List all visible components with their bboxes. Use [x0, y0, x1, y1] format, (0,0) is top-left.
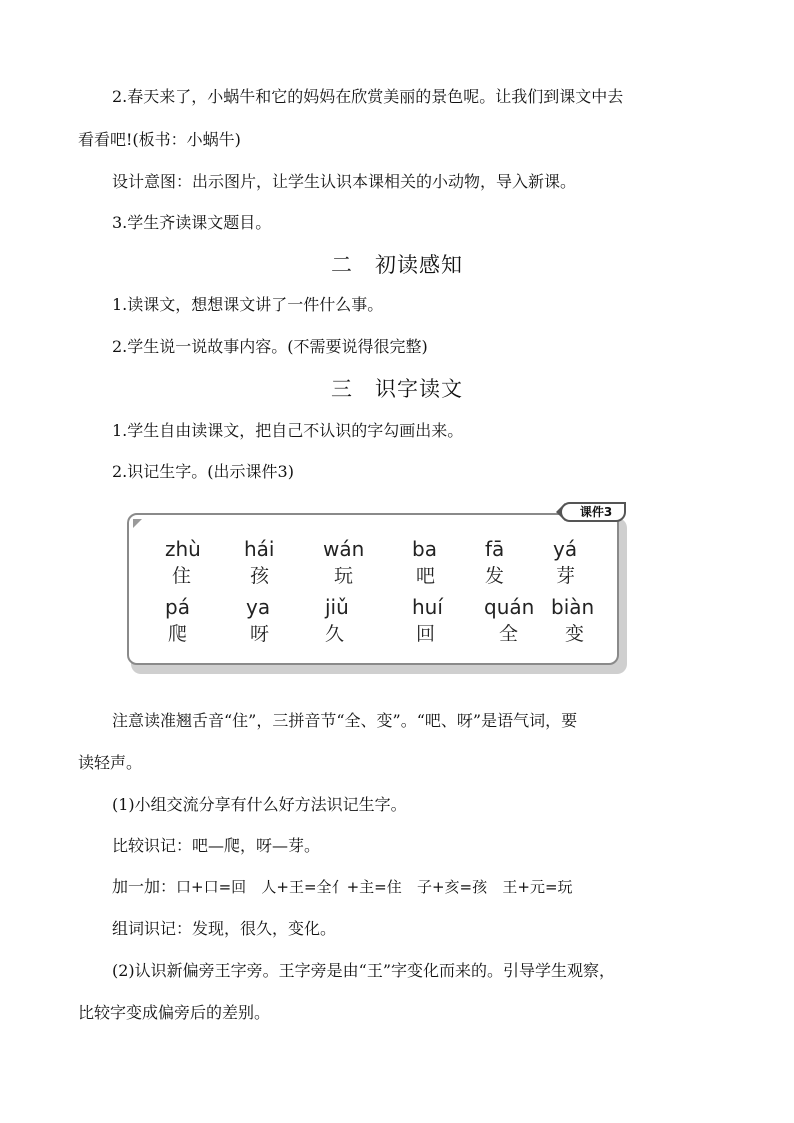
char-wan: 玩 [334, 565, 354, 587]
compare-memorize: 比较识记：吧—爬，呀—芽。 [112, 836, 321, 855]
section3-item-2: 2.识记生字。(出示课件3) [112, 462, 294, 481]
pinyin-bian: biàn [551, 595, 595, 619]
formula-hai: 子+亥=孩 [416, 878, 488, 896]
char-fa: 发 [485, 565, 505, 587]
radical-item-line1: (2)认识新偏旁王字旁。王字旁是由“王”字变化而来的。引导学生观察， [112, 961, 616, 980]
design-intent: 设计意图：出示图片，让学生认识本课相关的小动物，导入新课。 [112, 172, 577, 191]
section2-item-2: 2.学生说一说故事内容。(不需要说得很完整) [112, 337, 428, 356]
char-hai: 孩 [250, 565, 270, 587]
card-corner-decoration [133, 519, 142, 528]
pinyin-hui: huí [412, 595, 443, 619]
char-ba: 吧 [416, 565, 436, 587]
char-ya: 呀 [250, 623, 270, 645]
pinyin-pa: pá [165, 595, 190, 619]
radical-item-line2: 比较字变成偏旁后的差别。 [78, 1003, 271, 1022]
pinyin-hai: hái [244, 537, 275, 561]
section2-item-1: 1.读课文，想想课文讲了一件什么事。 [112, 295, 384, 314]
char-hui: 回 [416, 623, 436, 645]
formula-wan: 王+元=玩 [502, 878, 573, 896]
pinyin-jiu: jiǔ [325, 595, 349, 619]
add-up-label: 加一加： [112, 877, 177, 896]
paragraph-spring-line1: 2.春天来了，小蜗牛和它的妈妈在欣赏美丽的景色呢。让我们到课文中去 [112, 87, 624, 106]
word-group-memorize: 组词识记：发现，很久，变化。 [112, 919, 337, 938]
formula-hui: 口+口=回 [176, 878, 247, 896]
pinyin-fa: fā [485, 537, 505, 561]
char-jiu: 久 [325, 623, 345, 645]
group-discussion-item: (1)小组交流分享有什么好方法识记生字。 [112, 795, 407, 814]
char-zhu: 住 [172, 565, 192, 587]
char-ya-sprout: 芽 [556, 565, 576, 587]
section-heading-first-reading: 二 初读感知 [331, 253, 463, 277]
add-up-row [112, 877, 573, 897]
char-bian: 变 [565, 623, 585, 645]
formula-zhu: 亻+主=住 [331, 878, 402, 896]
courseware-badge: 课件3 [560, 502, 626, 522]
pinyin-ya2: yá [553, 537, 578, 561]
pinyin-ya: ya [246, 595, 271, 619]
pinyin-zhu: zhù [165, 537, 201, 561]
paragraph-read-title: 3.学生齐读课文题目。 [112, 213, 272, 232]
section-heading-literacy: 三 识字读文 [331, 377, 463, 401]
char-pa: 爬 [168, 623, 188, 645]
pronunciation-note-line1: 注意读准翘舌音“住”，三拼音节“全、变”。“吧、呀”是语气词，要 [112, 711, 578, 730]
pinyin-wan: wán [323, 537, 365, 561]
char-quan: 全 [499, 623, 519, 645]
pinyin-ba: ba [412, 537, 437, 561]
section3-item-1: 1.学生自由读课文，把自己不认识的字勾画出来。 [112, 421, 464, 440]
paragraph-spring-line2: 看看吧!(板书：小蜗牛) [78, 130, 241, 149]
formula-quan: 人+王=全 [261, 878, 332, 896]
pronunciation-note-line2: 读轻声。 [78, 753, 143, 772]
courseware-card [127, 513, 619, 665]
pinyin-quan: quán [484, 595, 535, 619]
